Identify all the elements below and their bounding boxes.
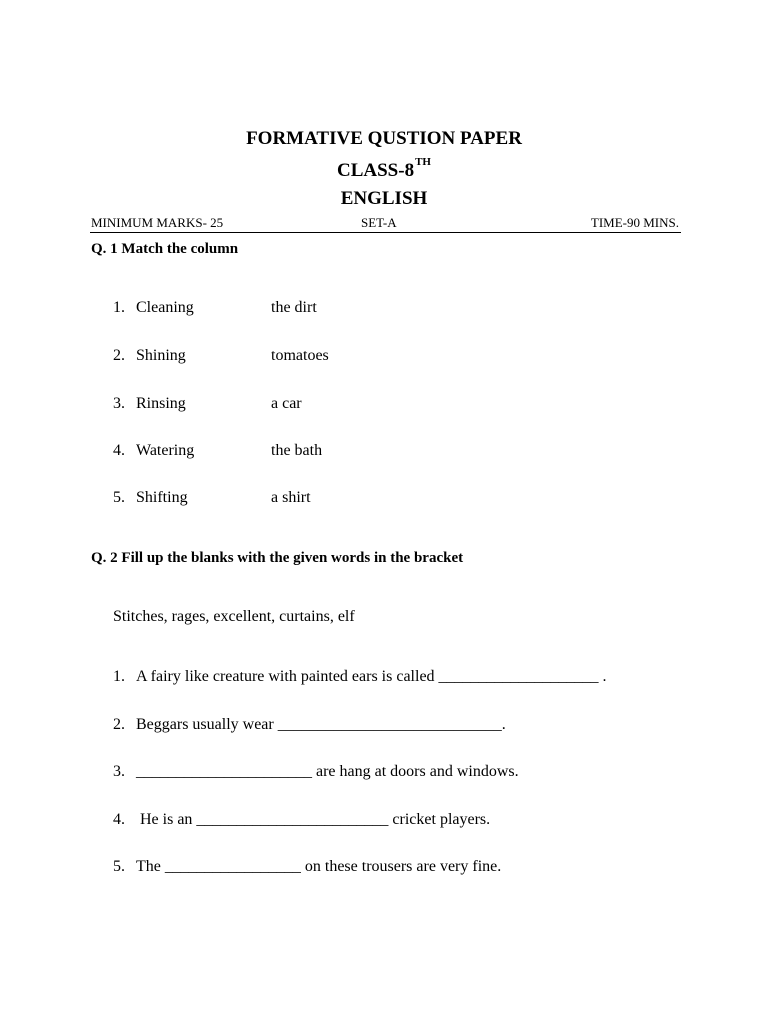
item-number: 5. [113,858,125,875]
fill-text: ______________________ are hang at doors and windows. [136,763,519,780]
paper-title: FORMATIVE QUSTION PAPER [246,128,522,149]
q1-heading: Q. 1 Match the column [91,241,239,257]
match-right: a car [271,395,302,412]
match-right: the bath [271,442,323,459]
item-number: 2. [113,347,125,364]
fill-text: The _________________ on these trousers are very fine. [136,858,502,875]
match-left: Rinsing [136,395,186,412]
item-number: 2. [113,716,125,733]
item-number: 1. [113,668,125,685]
class-superscript: TH [415,156,431,168]
subject-title: ENGLISH [340,188,428,209]
match-left: Shining [136,347,186,364]
item-number: 5. [113,489,125,506]
match-left: Watering [136,442,195,459]
time-label: TIME-90 MINS. [590,215,679,230]
min-marks: MINIMUM MARKS- 25 [91,215,224,230]
match-right: a shirt [271,489,311,506]
item-number: 1. [113,299,125,316]
item-number: 3. [113,395,125,412]
q2-heading: Q. 2 Fill up the blanks with the given words in the bracket [91,550,464,566]
item-number: 4. [113,442,125,459]
fill-text: A fairy like creature with painted ears is called ____________________ . [136,668,607,685]
fill-text: He is an ________________________ cricket players. [136,811,491,828]
class-label [0,156,768,181]
word-bank: Stitches, rages, excellent, curtains, elf [113,608,355,625]
item-number: 3. [113,763,125,780]
fill-text: Beggars usually wear ____________________________. [136,716,506,733]
class-text: CLASS-8 [337,160,415,181]
meta-row [90,215,681,233]
match-left: Cleaning [136,299,194,316]
match-right: the dirt [271,299,317,316]
match-right: tomatoes [271,347,329,364]
set-label: SET-A [361,215,397,230]
item-number: 4. [113,811,125,828]
match-left: Shifting [136,489,188,506]
